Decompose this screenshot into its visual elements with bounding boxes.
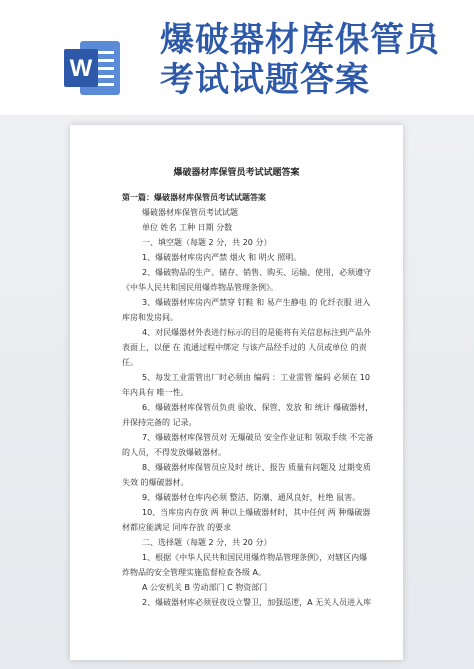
text-line: 《中华人民共和国民用爆炸物品管理条例》。 <box>122 283 278 292</box>
text-line: 库房和发房间。 <box>122 313 178 322</box>
text-line: 7、爆破器材库保管员对 无爆破员 安全作业证和 领取手续 不完备 <box>142 433 374 442</box>
word-document-icon <box>62 37 124 99</box>
document-title: 爆破器材库保管员考试试题答案 <box>173 168 300 178</box>
text-line: A 公安机关 B 劳动部门 C 物资部门 <box>142 583 268 592</box>
text-line: 炸物品的安全管理实施监督检查各级 A。 <box>122 568 267 577</box>
banner <box>0 0 474 115</box>
text-line: 3、爆破器材库房内严禁穿 钉鞋 和 易产生静电 的 化纤衣服 进入 <box>142 298 371 307</box>
text-line: 8、爆破器材库保管员应及时 统计、报告 质量有问题及 过期变质 <box>142 463 371 472</box>
text-line: 2、爆破器材库必须昼夜设立警卫，加强巡逻，A 无关人员进入库 <box>142 598 372 607</box>
text-line: 6、爆破器材库保管员负责 验收、保管、发放 和 统计 爆破器材， <box>142 403 374 412</box>
text-line: 失效 的爆破器材。 <box>122 478 189 487</box>
text-line: 并保持完备的 记录。 <box>122 418 197 427</box>
word-icon-letter: W <box>69 55 93 82</box>
text-line: 一、填空题（每题 2 分，共 20 分） <box>142 238 272 247</box>
text-line: 1、爆破器材库房内严禁 烟火 和 明火 照明。 <box>142 253 302 262</box>
text-line: 9、爆破器材仓库内必须 整洁、防潮、通风良好，杜绝 鼠害。 <box>142 493 361 502</box>
text-line: 二、选择题（每题 2 分，共 20 分） <box>142 538 272 547</box>
text-line: 5、每发工业雷管出厂时必须由 编码 ：工业雷管 编码 必须在 10 <box>142 373 370 382</box>
document-page[interactable] <box>70 125 403 660</box>
text-line: 年内具有 唯一性。 <box>122 388 189 397</box>
text-line: 的人员，不得发放爆破器材。 <box>122 448 226 457</box>
text-line: 单位 姓名 工种 日期 分数 <box>142 223 233 232</box>
text-line: 表面上，以便 在 流通过程中绑定 与该产品经手过的 人员或单位 的责 <box>122 343 367 352</box>
banner-title: 爆破器材库保管员考试试题答案 <box>160 20 440 100</box>
text-line: 1、根据《中华人民共和国民用爆炸物品管理条例》，对辖区内爆 <box>142 553 368 562</box>
text-line: 10、当库房内存放 两 种以上爆破器材时，其中任何 两 种爆破器 <box>142 508 371 517</box>
text-line: 任。 <box>122 358 138 367</box>
text-line: 2、爆破物品的生产、储存、销售、购买、运输、使用，必须遵守 <box>142 268 372 277</box>
text-line: 材都应能满足 同库存放 的要求 <box>122 523 232 532</box>
text-line: 爆破器材库保管员考试试题 <box>142 208 238 217</box>
text-line: 4、对民爆器材外表进行标示的目的是能将有关信息标注到产品外 <box>142 328 372 337</box>
section-heading: 第一篇：爆破器材库保管员考试试题答案 <box>122 193 266 202</box>
